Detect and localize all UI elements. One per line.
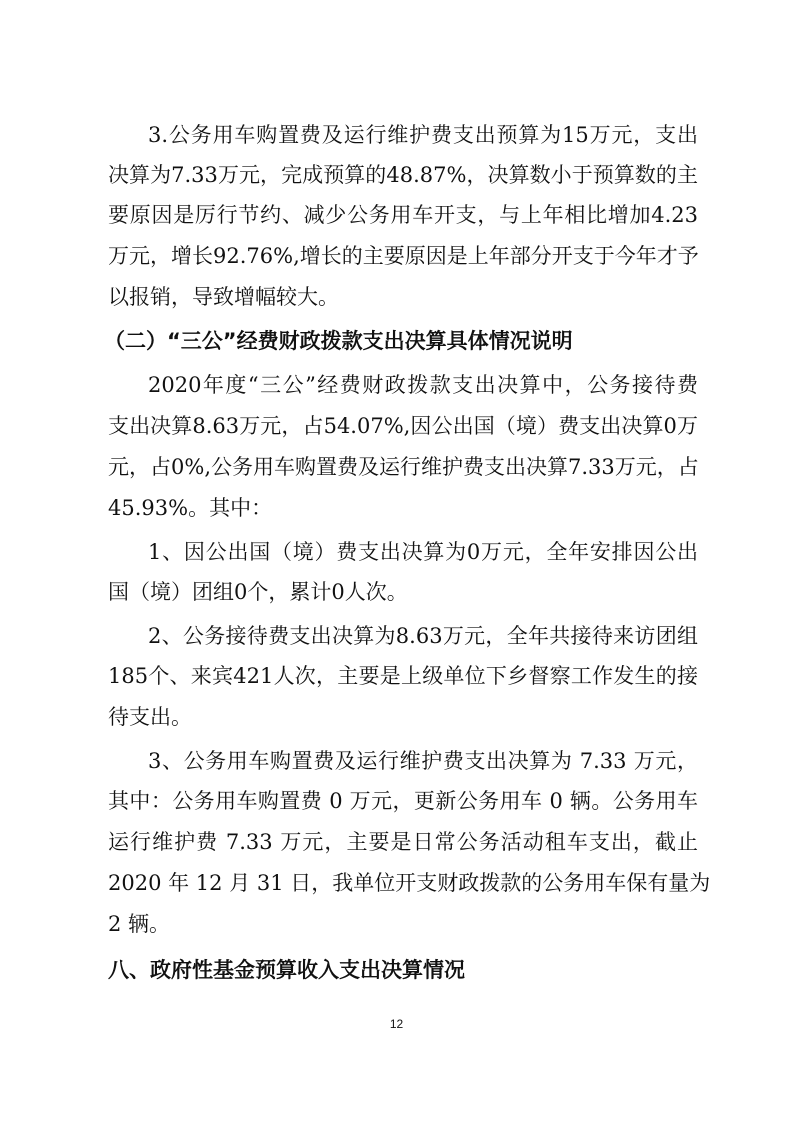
page-number: 12 bbox=[389, 1017, 404, 1031]
paragraph-line: 万元，增长92.76%,增长的主要原因是上年部分开支于今年才予 bbox=[108, 244, 699, 268]
paragraph-line: 元，占0%,公务用车购置费及运行维护费支出决算7.33万元，占 bbox=[108, 455, 699, 479]
paragraph-line: 2、公务接待费支出决算为8.63万元，全年共接待来访团组 bbox=[148, 624, 698, 648]
paragraph-line: 以报销，导致增幅较大。 bbox=[108, 285, 339, 309]
paragraph-line: 决算为7.33万元，完成预算的48.87%，决算数小于预算数的主 bbox=[108, 163, 698, 187]
paragraph-line: 45.93%。其中： bbox=[108, 496, 273, 520]
paragraph-line: 要原因是厉行节约、减少公务用车开支，与上年相比增加4.23 bbox=[108, 203, 698, 227]
paragraph-line: 国（境）团组0个，累计0人次。 bbox=[108, 580, 408, 604]
paragraph-line: 支出决算8.63万元，占54.07%,因公出国（境）费支出决算0万 bbox=[108, 414, 698, 438]
paragraph-line: 2020年度“三公”经费财政拨款支出决算中，公务接待费 bbox=[148, 373, 698, 397]
paragraph-line: 3、公务用车购置费及运行维护费支出决算为 7.33 万元， bbox=[148, 749, 698, 773]
paragraph-line: 3.公务用车购置费及运行维护费支出预算为15万元，支出 bbox=[148, 123, 698, 147]
paragraph-line: 其中：公务用车购置费 0 万元，更新公务用车 0 辆。公务用车 bbox=[108, 789, 698, 813]
paragraph-line: 2020 年 12 月 31 日，我单位开支财政拨款的公务用车保有量为 bbox=[108, 871, 711, 895]
paragraph-line: 185个、来宾421人次，主要是上级单位下乡督察工作发生的接 bbox=[108, 664, 698, 688]
paragraph-line: 1、因公出国（境）费支出决算为0万元，全年安排因公出 bbox=[148, 540, 698, 564]
paragraph-line: 2 辆。 bbox=[108, 912, 171, 936]
paragraph-line: 待支出。 bbox=[108, 705, 192, 729]
paragraph-line: 运行维护费 7.33 万元，主要是日常公务活动租车支出，截止 bbox=[108, 830, 698, 854]
section-heading: （二）“三公”经费财政拨款支出决算具体情况说明 bbox=[104, 329, 573, 353]
section-heading: 八、政府性基金预算收入支出决算情况 bbox=[108, 958, 465, 982]
